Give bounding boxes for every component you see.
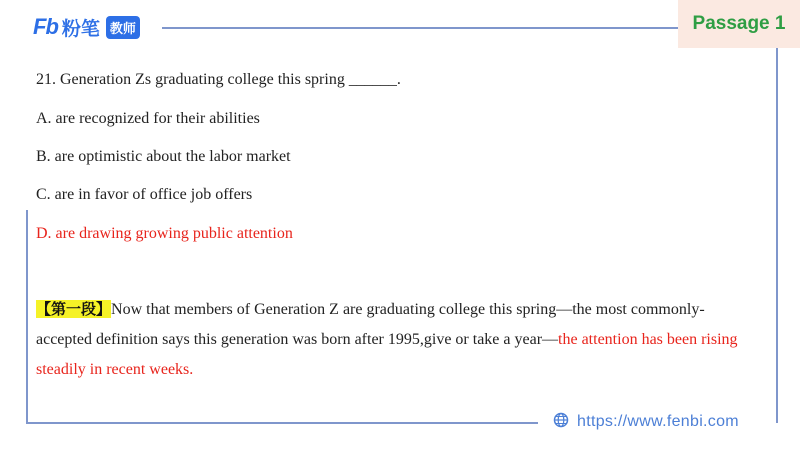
frame-right-line xyxy=(776,48,778,423)
option-d-answer: D. are drawing growing public attention xyxy=(36,225,293,242)
passage-title-box xyxy=(678,0,800,48)
paragraph-key-sentence: the attention has been rising steadily in recent weeks. xyxy=(36,331,738,378)
globe-icon xyxy=(553,412,569,433)
passage-title: Passage 1 xyxy=(692,13,786,34)
logo-fb-mark: Fb xyxy=(33,14,58,39)
frame-top-line xyxy=(162,27,678,29)
footer xyxy=(553,411,739,433)
paragraph-tag: 【第一段】 xyxy=(36,300,112,318)
option-c: C. are in favor of office job offers xyxy=(36,186,253,203)
frame-bottom-line xyxy=(26,422,538,424)
logo-teacher-badge: 教师 xyxy=(106,16,140,39)
footer-url[interactable]: https://www.fenbi.com xyxy=(577,413,739,430)
passage-paragraph xyxy=(36,294,756,385)
option-a: A. are recognized for their abilities xyxy=(36,110,260,127)
option-b: B. are optimistic about the labor market xyxy=(36,148,291,165)
question-stem: 21. Generation Zs graduating college this spring ______. xyxy=(36,71,401,88)
paragraph-text: Now that members of Generation Z are graduating college this spring—the most commonly-accepted definition says this generation was born after 1995,give or take a year— xyxy=(36,301,705,348)
fenbi-logo xyxy=(33,14,140,40)
logo-brand-text: 粉笔 xyxy=(61,17,100,40)
frame-left-line xyxy=(26,210,28,424)
